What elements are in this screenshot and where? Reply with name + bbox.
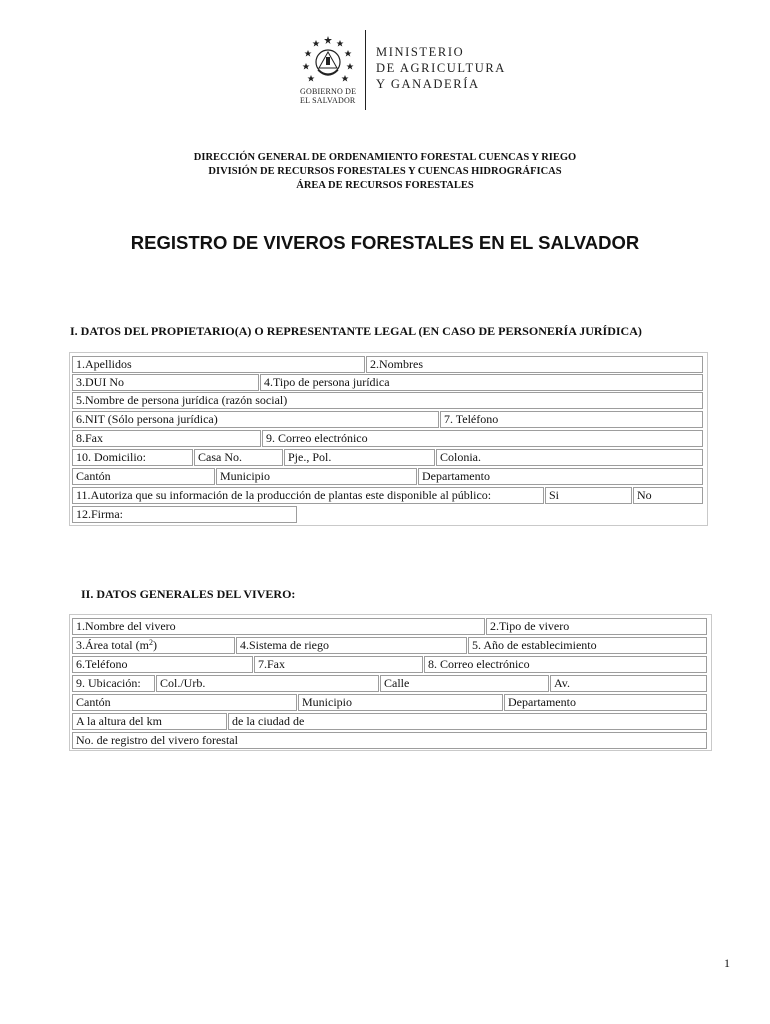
page-number: 1 bbox=[724, 956, 730, 970]
nursery-canton-field[interactable]: Cantón bbox=[72, 694, 297, 711]
square-superscript: 2 bbox=[148, 638, 153, 647]
registration-number-field[interactable]: No. de registro del vivero forestal bbox=[72, 732, 707, 749]
government-label: GOBIERNO DE bbox=[300, 87, 357, 96]
nursery-fax-field[interactable]: 7.Fax bbox=[254, 656, 423, 673]
establishment-year-field[interactable]: 5. Año de establecimiento bbox=[468, 637, 707, 654]
avenue-field[interactable]: Av. bbox=[550, 675, 707, 692]
business-name-field[interactable]: 5.Nombre de persona jurídica (razón social) bbox=[72, 392, 703, 409]
street-field[interactable]: Calle bbox=[380, 675, 549, 692]
ministry-name: DE AGRICULTURA bbox=[376, 61, 506, 75]
nursery-email-field[interactable]: 8. Correo electrónico bbox=[424, 656, 707, 673]
location-label: 9. Ubicación: bbox=[72, 675, 155, 692]
passage-field[interactable]: Pje., Pol. bbox=[284, 449, 435, 466]
nursery-department-field[interactable]: Departamento bbox=[504, 694, 707, 711]
nursery-phone-field[interactable]: 6.Teléfono bbox=[72, 656, 253, 673]
section-owner-title: I. DATOS DEL PROPIETARIO(A) O REPRESENTANTE LEGAL (EN CASO DE PERSONERÍA JURÍDICA) bbox=[70, 324, 642, 338]
names-field[interactable]: 2.Nombres bbox=[366, 356, 703, 373]
authorization-no-option[interactable]: No bbox=[633, 487, 703, 504]
nursery-municipality-field[interactable]: Municipio bbox=[298, 694, 503, 711]
house-number-field[interactable]: Casa No. bbox=[194, 449, 283, 466]
municipality-field[interactable]: Municipio bbox=[216, 468, 417, 485]
nursery-name-field[interactable]: 1.Nombre del vivero bbox=[72, 618, 485, 635]
email-field[interactable]: 9. Correo electrónico bbox=[262, 430, 703, 447]
division-heading: DIVISIÓN DE RECURSOS FORESTALES Y CUENCAS HIDROGRÁFICAS bbox=[208, 166, 562, 177]
coat-of-arms-icon bbox=[296, 34, 360, 86]
canton-field[interactable]: Cantón bbox=[72, 468, 215, 485]
signature-field[interactable]: 12.Firma: bbox=[72, 506, 297, 523]
nursery-type-field[interactable]: 2.Tipo de vivero bbox=[486, 618, 707, 635]
person-type-field[interactable]: 4.Tipo de persona jurídica bbox=[260, 374, 703, 391]
section-nursery-title: II. DATOS GENERALES DEL VIVERO: bbox=[81, 587, 296, 601]
logo-divider bbox=[365, 30, 366, 110]
irrigation-system-field[interactable]: 4.Sistema de riego bbox=[236, 637, 467, 654]
colony-field[interactable]: Col./Urb. bbox=[156, 675, 379, 692]
document-title: REGISTRO DE VIVEROS FORESTALES EN EL SALVADOR bbox=[130, 232, 640, 253]
ministry-logo bbox=[296, 30, 506, 110]
dui-field[interactable]: 3.DUI No bbox=[72, 374, 259, 391]
neighborhood-field[interactable]: Colonia. bbox=[436, 449, 703, 466]
government-label: EL SALVADOR bbox=[300, 96, 356, 105]
owner-data-table bbox=[69, 352, 708, 526]
total-area-field[interactable] bbox=[72, 637, 235, 654]
km-height-field[interactable]: A la altura del km bbox=[72, 713, 227, 730]
authorization-question: 11.Autoriza que su información de la producción de plantas este disponible al público: bbox=[72, 487, 544, 504]
fax-field[interactable]: 8.Fax bbox=[72, 430, 261, 447]
total-area-label-end: ) bbox=[152, 638, 157, 652]
city-field[interactable]: de la ciudad de bbox=[228, 713, 707, 730]
ministry-name: MINISTERIO bbox=[376, 45, 465, 59]
department-field[interactable]: Departamento bbox=[418, 468, 703, 485]
directorate-heading: DIRECCIÓN GENERAL DE ORDENAMIENTO FORESTAL CUENCAS Y RIEGO bbox=[193, 152, 577, 163]
phone-field[interactable]: 7. Teléfono bbox=[440, 411, 703, 428]
ministry-name: Y GANADERÍA bbox=[376, 77, 480, 91]
surnames-field[interactable]: 1.Apellidos bbox=[72, 356, 365, 373]
total-area-label: 3.Área total (m bbox=[76, 638, 149, 652]
nit-field[interactable]: 6.NIT (Sólo persona jurídica) bbox=[72, 411, 439, 428]
address-label: 10. Domicilio: bbox=[72, 449, 193, 466]
area-heading: ÁREA DE RECURSOS FORESTALES bbox=[296, 180, 474, 191]
authorization-yes-option[interactable]: Si bbox=[545, 487, 632, 504]
nursery-data-table bbox=[69, 614, 712, 751]
